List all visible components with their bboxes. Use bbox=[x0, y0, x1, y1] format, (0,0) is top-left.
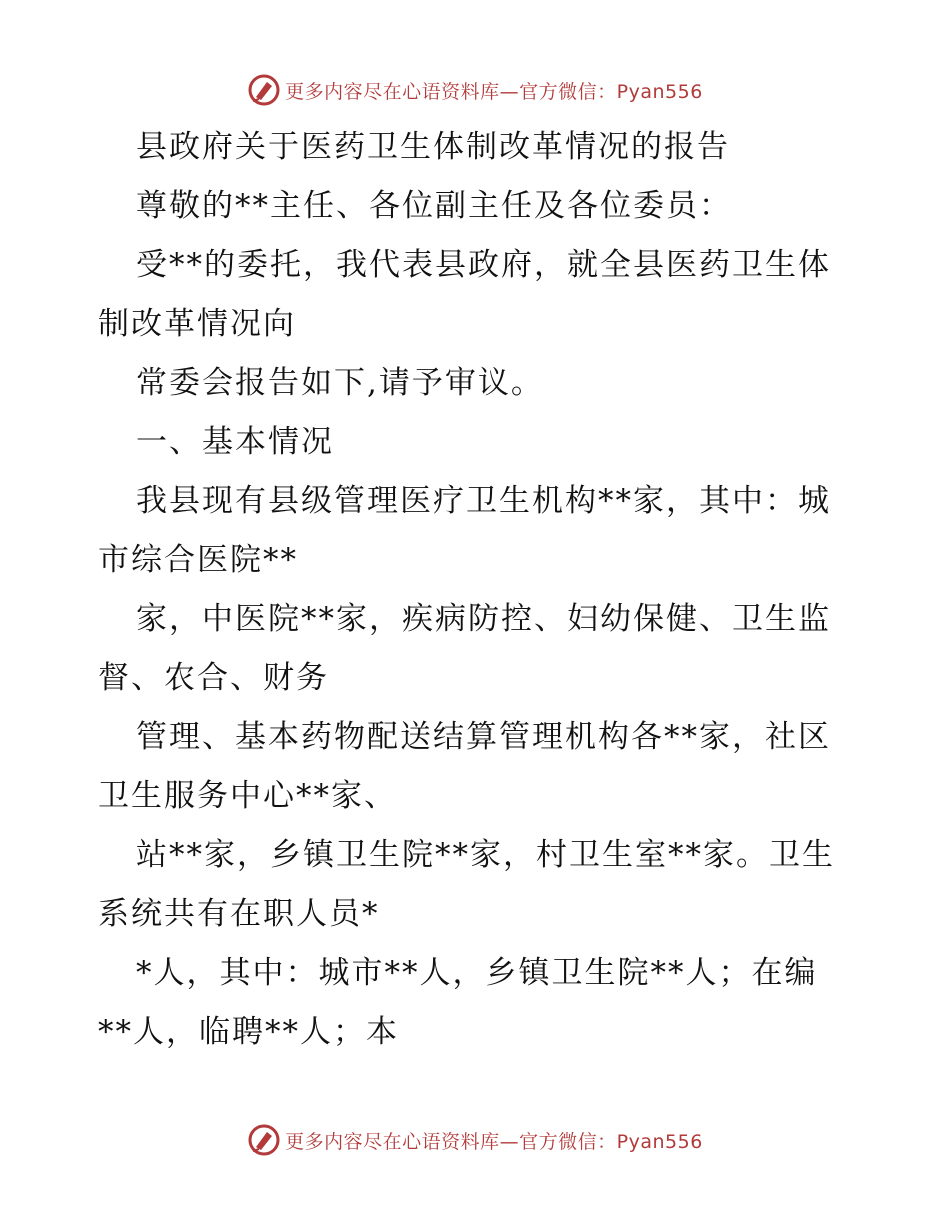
paragraph-line: **人，临聘**人；本 bbox=[98, 1014, 399, 1050]
watermark-text: 更多内容尽在心语资料库—官方微信：Pyan556 bbox=[285, 80, 703, 103]
paragraph-line: 卫生服务中心**家、 bbox=[98, 778, 397, 814]
brand-logo-icon bbox=[247, 1123, 281, 1157]
paragraph-line: *人，其中：城市**人，乡镇卫生院**人；在编 bbox=[136, 955, 818, 991]
watermark-text: 更多内容尽在心语资料库—官方微信：Pyan556 bbox=[285, 1130, 703, 1153]
paragraph-line: 制改革情况向 bbox=[98, 306, 296, 342]
paragraph-line: 家，中医院**家，疾病防控、妇幼保健、卫生监 bbox=[136, 601, 831, 637]
paragraph-line: 常委会报告如下,请予审议。 bbox=[136, 365, 544, 401]
paragraph-line: 我县现有县级管理医疗卫生机构**家，其中：城 bbox=[136, 483, 831, 519]
salutation: 尊敬的**主任、各位副主任及各位委员： bbox=[136, 188, 732, 224]
paragraph-line: 站**家，乡镇卫生院**家，村卫生室**家。卫生 bbox=[136, 837, 835, 873]
section-heading: 一、基本情况 bbox=[136, 424, 334, 460]
header-watermark bbox=[0, 70, 950, 110]
document-title: 县政府关于医药卫生体制改革情况的报告 bbox=[136, 129, 730, 165]
paragraph-line: 督、农合、财务 bbox=[98, 660, 329, 696]
brand-logo-icon bbox=[247, 73, 281, 107]
paragraph-line: 市综合医院** bbox=[98, 542, 298, 578]
paragraph-line: 管理、基本药物配送结算管理机构各**家，社区 bbox=[136, 719, 831, 755]
footer-watermark bbox=[0, 1120, 950, 1160]
paragraph-line: 受**的委托，我代表县政府，就全县医药卫生体 bbox=[136, 247, 831, 283]
paragraph-line: 系统共有在职人员* bbox=[98, 896, 380, 932]
